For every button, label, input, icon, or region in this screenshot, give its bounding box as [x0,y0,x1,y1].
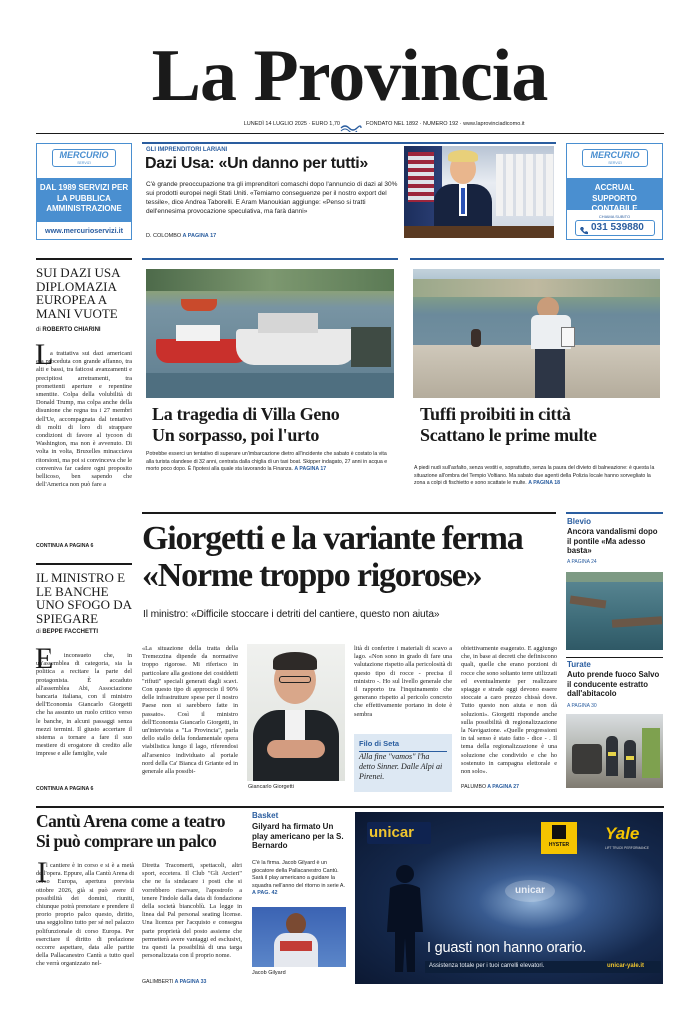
ad-right-phone: 031 539880 [591,222,644,233]
basket-headline[interactable]: Gilyard ha firmato Un play americano per la S. Bernardo [252,822,344,850]
ad-left-url: www.mercurioservizi.it [44,226,124,235]
side2-kicker: Turate [567,660,591,669]
cantu-dropcap: I [37,856,47,889]
gilyard-photo [252,907,346,967]
side1-ref[interactable]: A PAGINA 24 [567,559,597,565]
lead-col1: «La situazione della tratta della Tremezzina dipende da normative troppo rigorose. Mi riferisco in particolare alla gestione dei cosiddetti "rifiuti" speciali generati dagli scavi. Con questo tipo di approccio il 90% delle infrastrutture spese per il nostro Paese non si sarebbero fatte in passato». Così il ministro dell'Economia Giancarlo Giorgetti, in un'intervista a "La Provincia", parla dello stallo della fondamentale opera viabilistica lungo il lago, riferendosi all'arsenico individuato al portale nord della Ca' Bianca di Griante ed in generale alla possibi- [142,645,238,776]
lead-col3: obiettivamente esagerato. E aggiungo che, in base ai decreti che definiscono quali, quelle che erano porzioni di rocce che sono soltanto terre utilizzati ed eventualmente per realizzare spiagge e strade oggi devono essere stoccate a caro prezzo chissà dove. Tutto questo non aiuta e non dà soluzioni». Giorgetti risponde anche sulla possibilità di regionalizzazione la Navigazione. «Quelle progressioni in tal senso è stato fatto - dice - . Il tema della regionalizzazione è una soluzione che condivido e che ho sostenuto in campagna elettorale e non solo». [461,645,557,776]
editorial2-body: ' inconsueto che, in un'assemblea di categoria, sia la politica a recitare la parte del protagonista. È accaduto all'assemblea Abi, Associazione bancaria italiana, con il ministro dell'Economia Giancarlo Giorgetti che ha assunto un ruolo critico verso le banche, in alcuni passaggi senza mezzi termini. Il giusto accertare il sistema a tornare a fare il suo mestiere di erogatore di credito alle imprese e alle famiglie, vale [36,652,132,758]
ad-right-text: ACCRUAL SUPPORTO CONTABILE [567,178,662,210]
editorial1-byline: di ROBERTO CHIARINI [36,327,101,333]
editorial1-dropcap: L [35,338,54,371]
basket-kicker: Basket [252,811,279,820]
side1-rule [566,512,663,514]
side1-headline[interactable]: Ancora vandalismi dopo il pontile «Ma adesso basta» [567,527,658,555]
filo-di-seta-text: Alla fine "vamos" l'ha detto Sinner. Dalle Alpi ai Pirenei. [359,752,443,781]
basket-body: C'è la firma. Jacob Gilyard è un giocatore della Pallacanestro Cantù. Sarà il play americano a guidare la squadra nell'anno del ritorno in serie A. A PAG. 42 [252,860,346,896]
side2-ref[interactable]: A PAGINA 30 [567,703,597,709]
ad-right[interactable] [566,143,663,240]
lead-ref[interactable]: PALUMBO A PAGINA 27 [461,784,520,790]
masthead-rule [36,133,664,134]
wave-icon [340,119,362,127]
mercurio-logo-right: MERCURIO SERVIZI [582,149,648,167]
top-story-ref[interactable]: D. COLOMBO A PAGINA 17 [146,233,217,239]
photo-story2-rule [410,258,664,260]
editorial2-dropcap: E [35,642,54,675]
yale-sub: LIFT TRUCK PERFORMANCE [605,846,649,850]
trump-photo [404,146,554,238]
top-story-rule [142,142,556,144]
editorial2-byline: di BEPPE FACCHETTI [36,629,99,635]
unicar-logo: unicar [369,824,415,841]
ad-left[interactable] [36,143,132,240]
cantu-col2: Diretta Tracomerti, spettacoli, altri sport, eccetera. Il Club "Gli Arcieri" che ne fa sindacare i posti che si vorrebbero riservare, l'apostrofo a tenere l'indole dalla data di fondazione della società biancoblù. La legge in linea dal Pal personal seating license. Una licenza per l'acquisto e consegna parte proprietà del posto assieme che permetterà avere vantaggi ed esclusivi, tra questi la possibilità di una targa personalizzata con il proprio nome. [142,862,242,960]
editorial1-continues[interactable]: CONTINUA A PAGINA 6 [36,543,94,549]
side1-kicker: Blevio [567,517,592,526]
cantu-col1: l cantiere è in corso e si è a metà dell'opera. Eppure, alla Cantù Arena di corso Europa, apertura prevista ottobre 2026, già si può avere il possibilità dei domini, riuniti, chiunque potrà prenotare e prendere il prorio proprio palco questo, diritto, una seggiolino tutto per sé nel palazzo polifunzionale di corso Europa. Per esercitare il diritto di prelazione occorre aspettare, data alle partite della Pallacanestro Cantù a tutto quel che verrà organizzato nel- [36,862,134,968]
photo-story1-headline[interactable]: La tragedia di Villa Geno Un sorpasso, poi l'urto [152,404,340,445]
giorgetti-photo [247,644,345,781]
lead-headline[interactable]: Giorgetti e la variante ferma «Norme troppo rigorose» [142,520,523,594]
masthead-date: LUNEDÌ 14 LUGLIO 2025 · EURO 1,70 [243,121,340,127]
filo-di-seta-box [354,734,452,792]
top-story-body: C'è grande preoccupazione tra gli imprenditori comaschi dopo l'annuncio di dazi al 30% sui prodotti europei negli Stati Uniti. «Temiamo conseguenze per il nostro export del tessile», dice Andrea Taborelli. E Aram Manoukian aggiunge: «Penso si tratti dell'ennesima provocazione speculativa, ma farà danni» [146,181,398,215]
bottom-rule [36,806,664,808]
ad-slogan: I guasti non hanno orario. [427,940,587,956]
top-story-headline[interactable]: Dazi Usa: «Un danno per tutti» [145,155,369,172]
cantu-headline[interactable]: Cantù Arena come a teatro Si può comprare un palco [36,811,226,851]
ad-right-phone-label: CHIAMA SUBITO [598,214,631,219]
fire-photo [566,714,663,788]
side2-rule [566,657,663,658]
editorial1-headline[interactable]: SUI DAZI USA DIPLOMAZIA EUROPEA A MANI VUOTE [36,265,120,321]
cantu-ref[interactable]: GALIMBERTI A PAGINA 33 [142,979,207,985]
editorial2-rule [36,563,132,565]
editorial1-body: a trattativa sui dazi americani era proceduta con grande affanno, tra alti e bassi, tra faticosi avanzamenti e precipitosi arretramenti, tra promettenti aperture e repentine smentite. Colpa della volubilità di Donald Trump, ma colpa anche della disunione che regna tra i 27 membri dell'Ue, accompagnata dal tentativo di molti di loro di strappare condizioni di favore al tycoon di Washington, ma non è avvenuto. Di volta in volta, Bruxelles minacciava ritorsioni, ma poi si convinceva che le conveniva far cadere ogni proposito bellicoso, ben sapendo che dell'America non può fare a [36,350,132,489]
lead-col2: lità di conferire i materiali di scavo a lago. «Non sono in grado di fare una valutazione rispetto alla pericolosità di questo tipo di rocce - precisa il ministro -. Ho sul livello generale che il rapporto tra l'inquinamento che generano rispetto al pericolo concreto che effettivamente portano in dote è sembra [354,645,452,718]
top-story-kicker: GLI IMPRENDITORI LARIANI [146,147,228,153]
filo-di-seta-title: Filo di Seta [359,739,400,748]
lead-subhead: Il ministro: «Difficile stoccare i detriti del cantiere, questo non aiuta» [143,609,440,620]
lake-photo [413,269,660,398]
hyster-logo: HYSTER [541,822,577,854]
editorial1-rule [36,258,132,260]
unicar-glow-logo: unicar [505,880,555,902]
photo-story2-headline[interactable]: Tuffi proibiti in città Scattano le prime multe [420,404,597,445]
ad-subtext: Assistenza totale per i tuoi carrelli elevatori. [429,963,545,969]
photo-story2-body: A piedi nudi sull'asfalto, senza vestiti e, soprattutto, senza la paura del divieto di balneazione: è questa la situazione all'ombra del Tempio Voltiano. Ma sabato due agenti della Polizia locale hanno sorvegliato la zona a colpi di fischietto e sono scattate le multe. A PAGINA 18 [414,465,655,486]
ad-bottom[interactable] [355,812,663,984]
boat-photo [146,269,394,398]
masthead-founded: FONDATO NEL 1892 · NUMERO 192 · www.laprovinciadicomo.it [366,121,525,127]
editorial2-continues[interactable]: CONTINUA A PAGINA 6 [36,786,94,792]
photo-story1-rule [142,258,398,260]
mercurio-logo: MERCURIO SERVIZI [52,149,116,167]
gilyard-caption: Jacob Gilyard [252,970,286,976]
masthead-title: La Provincia [151,35,548,117]
ad-left-text: DAL 1989 SERVIZI PER LA PUBBLICA AMMINISTRAZIONE [37,178,131,222]
side2-headline[interactable]: Auto prende fuoco Salvo il conducente estratto dall'abitacolo [567,670,660,698]
yale-logo: Yale [605,824,640,843]
giorgetti-caption: Giancarlo Giorgetti [248,784,294,790]
lead-rule [142,512,556,514]
phone-icon [579,223,589,233]
editorial2-headline[interactable]: IL MINISTRO E LE BANCHE UNO SFOGO DA SPIEGARE [36,570,132,626]
pontile-photo [566,572,663,650]
photo-story1-body: Potrebbe esserci un tentativo di superare un'imbarcazione dietro all'incidente che sabato è costato la vita alla turista olandese di 32 anni, centrata dalla chiglia di un taxi boat. Skipper indagato, 27 anni in acqua e morto poco dopo. È l'ipotesi alla quale sta lavorando la Finanza. A PAGINA 17 [146,451,388,472]
ad-url: unicar-yale.it [607,963,645,969]
technician-silhouette [385,862,425,972]
